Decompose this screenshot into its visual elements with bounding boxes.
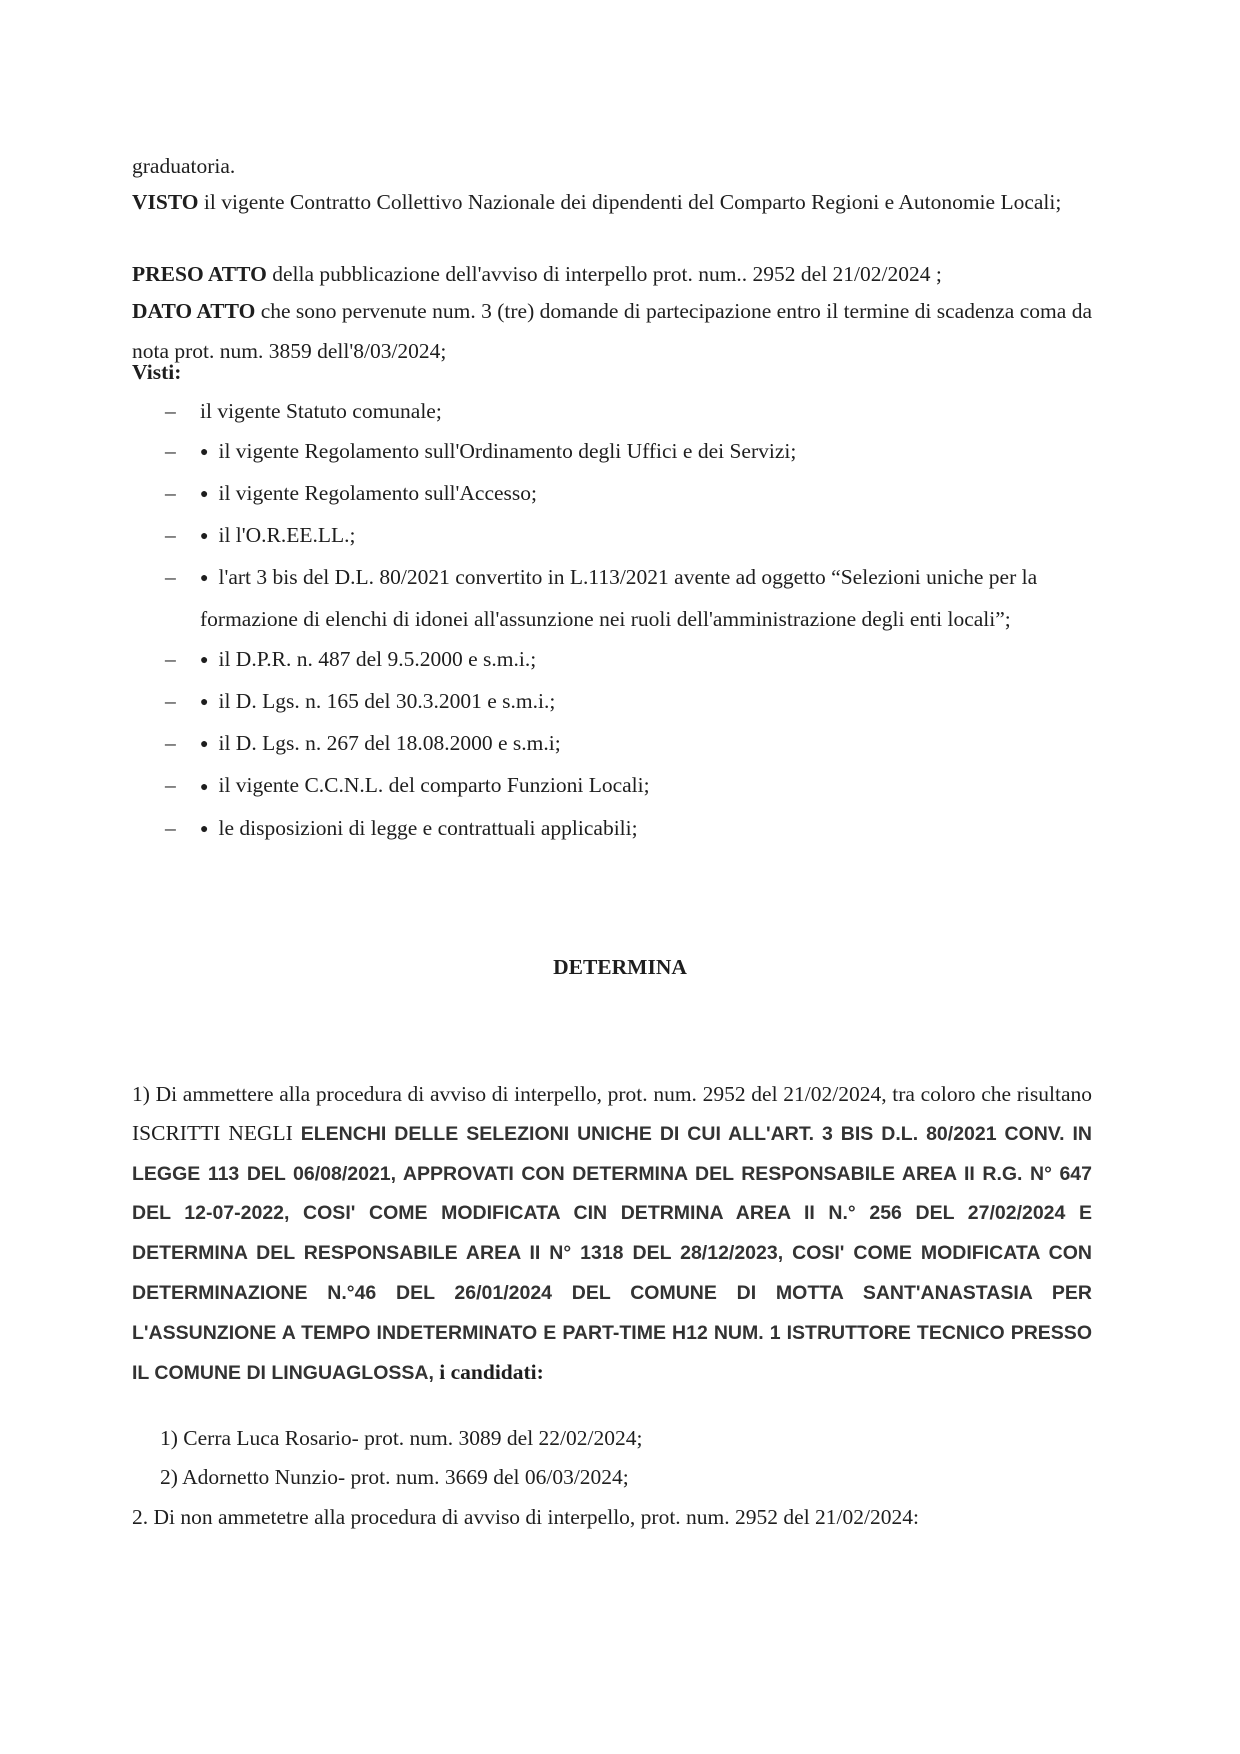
list-item-text: il vigente Regolamento sull'Ordinamento degli Uffici e dei Servizi; (218, 439, 797, 463)
visto-text: il vigente Contratto Collettivo Nazionale dei dipendenti del Comparto Regioni e Autonomie Locali; (198, 190, 1062, 214)
list-item-text: il vigente Statuto comunale; (200, 399, 442, 423)
section-heading: DETERMINA (553, 955, 687, 979)
visto-label: VISTO (132, 190, 199, 214)
bullet-icon: ● (200, 653, 209, 669)
list-item-text: il vigente C.C.N.L. del comparto Funzioni Locali; (218, 773, 650, 798)
list-item-text: il l'O.R.EE.LL.; (218, 523, 356, 548)
list-item-text: le disposizioni di legge e contrattuali applicabili; (218, 815, 638, 840)
list-item: – ● il D.P.R. n. 487 del 9.5.2000 e s.m.i.; (132, 639, 1092, 681)
paragraph-preso-atto (132, 254, 1092, 294)
point-1-lead: 1) Di ammettere alla procedura di avviso di interpello, prot. num. 2952 del 21/02/2024, tra coloro che risultano ISCRITTI NEGLI (132, 1082, 1092, 1145)
paragraph-point-2: 2. Di non ammetetre alla procedura di avviso di interpello, prot. num. 2952 del 21/02/2024: (132, 1505, 919, 1529)
bullet-icon: ● (200, 821, 209, 837)
point-1-tail: i candidati: (433, 1359, 544, 1384)
list-item-text: l'art 3 bis del D.L. 80/2021 convertito in L.113/2021 avente ad oggetto “Selezioni uniche per la formazione di elenchi di idonei all'assunzione nei ruoli dell'amministrazione degli enti locali”; (200, 565, 1038, 632)
list-item-text: il vigente Regolamento sull'Accesso; (218, 481, 538, 506)
dato-atto-text: che sono pervenute num. 3 (tre) domande di partecipazione entro il termine di scadenza coma da nota prot. num. 3859 dell'8/03/2024; (132, 299, 1092, 363)
visti-list (132, 391, 1092, 850)
bullet-icon: ● (200, 571, 209, 587)
list-item-text: il D.P.R. n. 487 del 9.5.2000 e s.m.i.; (218, 647, 537, 672)
candidate-item: 1) Cerra Luca Rosario- prot. num. 3089 del 22/02/2024; (160, 1426, 643, 1450)
bullet-icon: ● (200, 695, 209, 711)
list-item: – ● il D. Lgs. n. 267 del 18.08.2000 e s.m.i; (132, 723, 1092, 765)
preso-atto-label: PRESO ATTO (132, 262, 267, 286)
paragraph-visto (132, 182, 1092, 222)
list-item: – ● il vigente Regolamento sull'Accesso; (132, 473, 1092, 515)
bullet-icon: ● (200, 445, 209, 461)
bullet-icon: ● (200, 529, 209, 545)
dato-atto-label: DATO ATTO (132, 299, 256, 323)
bullet-icon: ● (200, 487, 209, 503)
list-item: – il vigente Statuto comunale; (165, 399, 442, 423)
bullet-icon: ● (200, 779, 209, 795)
visti-label: Visti: (132, 360, 182, 384)
list-item: – ● l'art 3 bis del D.L. 80/2021 convertito in L.113/2021 avente ad oggetto “Selezioni uniche per la formazione di elenchi di idonei all'assunzione nei ruoli dell'amministrazione degli enti locali”; (132, 557, 1092, 639)
list-item: – ● il l'O.R.EE.LL.; (132, 515, 1092, 557)
list-item: – ● le disposizioni di legge e contrattuali applicabili; (132, 808, 1092, 850)
list-item: – ● il vigente Regolamento sull'Ordinamento degli Uffici e dei Servizi; (132, 431, 1092, 473)
list-item: – ● il vigente C.C.N.L. del comparto Funzioni Locali; (132, 765, 1092, 807)
candidate-item: 2) Adornetto Nunzio- prot. num. 3669 del 06/03/2024; (160, 1465, 629, 1489)
paragraph-point-1 (132, 1075, 1092, 1392)
paragraph-graduatoria: graduatoria. (132, 154, 236, 178)
list-item-text: il D. Lgs. n. 267 del 18.08.2000 e s.m.i; (218, 731, 561, 756)
bullet-icon: ● (200, 737, 209, 753)
preso-atto-text: della pubblicazione dell'avviso di interpello prot. num.. 2952 del 21/02/2024 ; (266, 262, 942, 286)
list-item: – ● il D. Lgs. n. 165 del 30.3.2001 e s.m.i.; (132, 681, 1092, 723)
list-item-text: il D. Lgs. n. 165 del 30.3.2001 e s.m.i.; (218, 689, 556, 714)
point-1-bold: ELENCHI DELLE SELEZIONI UNICHE DI CUI ALL'ART. 3 BIS D.L. 80/2021 CONV. IN LEGGE 113 DEL 06/08/2021, APPROVATI CON DETERMINA DEL RESPONSABILE AREA II R.G. N° 647 DEL 12-07-2022, COSI' COME MODIFICATA CIN DETRMINA AREA II N.° 256 DEL 27/02/2024 E DETERMINA DEL RESPONSABILE AREA II N° 1318 DEL 28/12/2023, COSI' COME MODIFICATA CON DETERMINAZIONE N.°46 DEL 26/01/2024 DEL COMUNE DI MOTTA SANT'ANASTASIA PER L'ASSUNZIONE A TEMPO INDETERMINATO E PART-TIME H12 NUM. 1 ISTRUTTORE TECNICO PRESSO IL COMUNE DI LINGUAGLOSSA, (132, 1122, 1092, 1384)
